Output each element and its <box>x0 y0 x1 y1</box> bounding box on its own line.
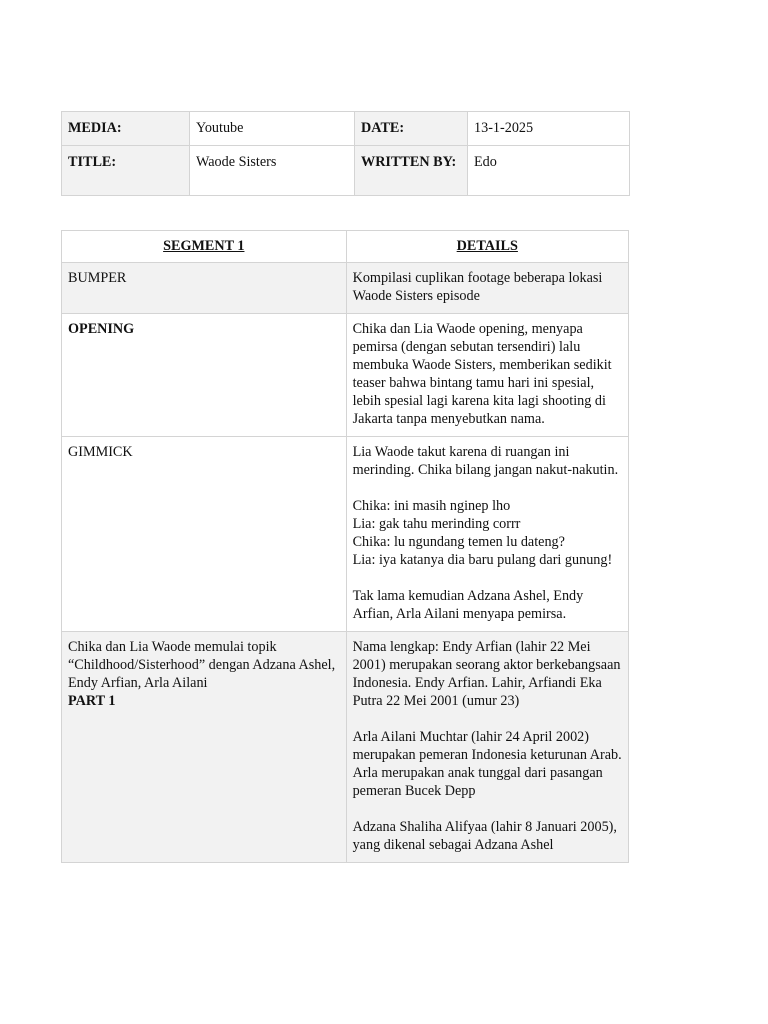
details-paragraph: Nama lengkap: Endy Arfian (lahir 22 Mei 2001) merupakan seorang aktor berkebangsaan Indonesia. Endy Arfian. Lahir, Arfiandi Eka Putra 22 Mei 2001 (umur 23) <box>352 639 621 709</box>
dialog-line: Lia: gak tahu merinding corrr <box>352 516 521 532</box>
table-row <box>62 632 629 863</box>
segment-label: BUMPER <box>62 263 347 314</box>
segment-part: PART 1 <box>68 693 116 709</box>
meta-row <box>62 112 630 146</box>
segment-label: OPENING <box>62 314 347 437</box>
segment-header-row <box>62 231 629 263</box>
segment-details: Chika dan Lia Waode opening, menyapa pemirsa (dengan sebutan tersendiri) lalu membuka Waode Sisters, memberikan sedikit teaser bahwa bintang tamu hari ini spesial, lebih spesial lagi karena kita lagi shooting di Jakarta tanpa menyebutkan nama. <box>346 314 628 437</box>
dialog-line: Chika: lu ngundang temen lu dateng? <box>352 534 565 550</box>
written-by-label: WRITTEN BY: <box>355 146 468 196</box>
details-header: DETAILS <box>346 231 628 263</box>
meta-row <box>62 146 630 196</box>
details-paragraph: Adzana Shaliha Alifyaa (lahir 8 Januari 2005), yang dikenal sebagai Adzana Ashel <box>352 819 617 853</box>
dialog-line: Lia: iya katanya dia baru pulang dari gunung! <box>352 552 613 568</box>
dialog-block <box>353 497 622 569</box>
details-paragraph: Arla Ailani Muchtar (lahir 24 April 2002) merupakan pemeran Indonesia keturunan Arab. Arla merupakan anak tunggal dari pasangan pemeran Bucek Depp <box>352 729 622 799</box>
table-row <box>62 314 629 437</box>
segment-details <box>346 437 628 632</box>
table-row <box>62 437 629 632</box>
segment-header: SEGMENT 1 <box>62 231 347 263</box>
date-value: 13-1-2025 <box>468 112 630 146</box>
media-label: MEDIA: <box>62 112 190 146</box>
script-meta-table <box>61 111 630 196</box>
segment-details <box>346 632 628 863</box>
written-by-value: Edo <box>468 146 630 196</box>
dialog-line: Chika: ini masih nginep lho <box>352 498 511 514</box>
segment-topic: Chika dan Lia Waode memulai topik “Childhood/Sisterhood” dengan Adzana Ashel, Endy Arfian, Arla Ailani <box>68 639 336 691</box>
segment-label: GIMMICK <box>62 437 347 632</box>
segment-table <box>61 230 629 863</box>
segment-details: Kompilasi cuplikan footage beberapa lokasi Waode Sisters episode <box>346 263 628 314</box>
title-label: TITLE: <box>62 146 190 196</box>
date-label: DATE: <box>355 112 468 146</box>
details-paragraph: Lia Waode takut karena di ruangan ini merinding. Chika bilang jangan nakut-nakutin. <box>352 444 619 478</box>
segment-label <box>62 632 347 863</box>
table-row <box>62 263 629 314</box>
title-value: Waode Sisters <box>190 146 355 196</box>
media-value: Youtube <box>190 112 355 146</box>
details-paragraph: Tak lama kemudian Adzana Ashel, Endy Arfian, Arla Ailani menyapa pemirsa. <box>352 588 584 622</box>
